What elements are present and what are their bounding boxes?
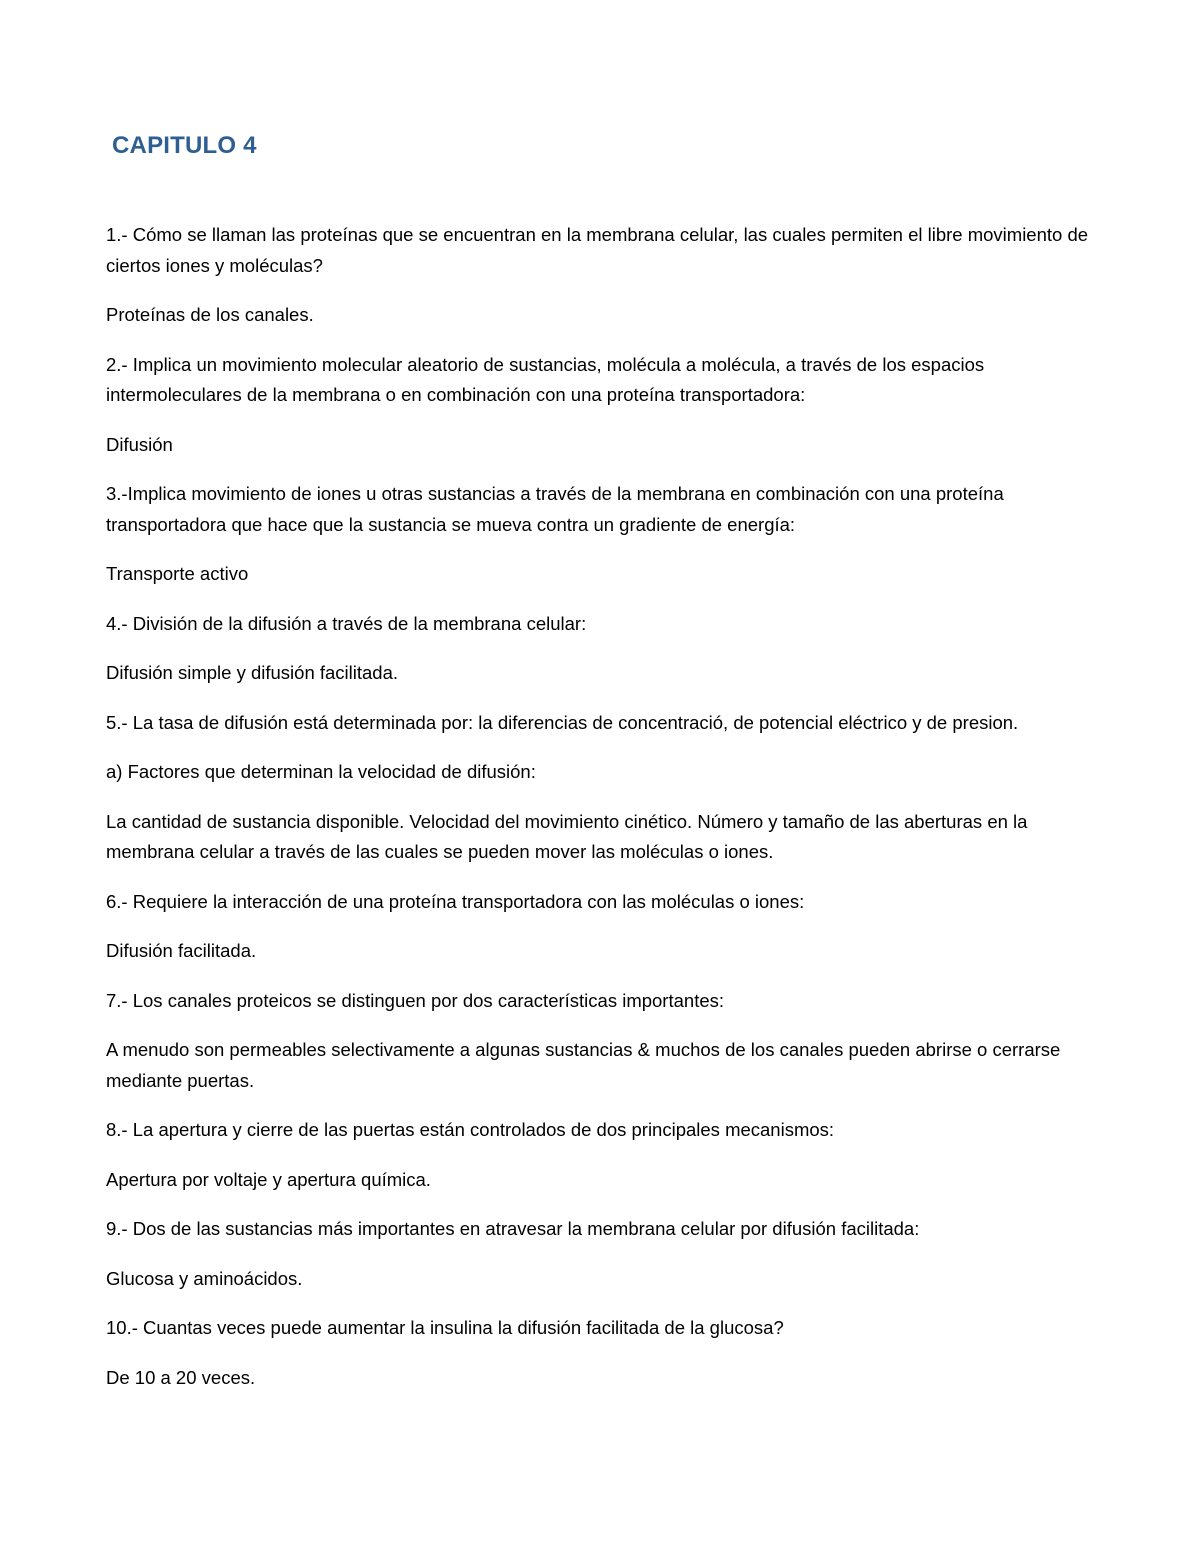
question-10: 10.- Cuantas veces puede aumentar la insulina la difusión facilitada de la glucosa? <box>106 1317 784 1338</box>
answer-2: Difusión <box>106 433 173 455</box>
chapter-heading: CAPITULO 4 <box>112 132 257 159</box>
question-5a: a) Factores que determinan la velocidad de difusión: <box>106 761 536 782</box>
question-9: 9.- Dos de las sustancias más importantes en atravesar la membrana celular por difusión facilitada: <box>106 1218 920 1239</box>
answer-1: Proteínas de los canales. <box>106 304 314 325</box>
document-body <box>106 220 1106 1412</box>
question-3: 3.-Implica movimiento de iones u otras sustancias a través de la membrana en combinación con una proteína transportadora que hace que la sustancia se mueva contra un gradiente de energía: <box>106 483 1004 535</box>
answer-8: Apertura por voltaje y apertura química. <box>106 1168 431 1190</box>
question-8: 8.- La apertura y cierre de las puertas están controlados de dos principales mecanismos: <box>106 1119 835 1140</box>
question-6: 6.- Requiere la interacción de una proteína transportadora con las moléculas o iones: <box>106 890 805 912</box>
answer-6: Difusión facilitada. <box>106 940 257 961</box>
question-1: 1.- Cómo se llaman las proteínas que se encuentran en la membrana celular, las cuales permiten el libre movimiento de ciertos iones y moléculas? <box>106 224 1089 276</box>
question-2: 2.- Implica un movimiento molecular aleatorio de sustancias, molécula a molécula, a través de los espacios intermoleculares de la membrana o en combinación con una proteína transportadora: <box>106 353 985 405</box>
question-7: 7.- Los canales proteicos se distinguen por dos características importantes: <box>106 989 725 1011</box>
answer-10: De 10 a 20 veces. <box>106 1366 256 1388</box>
answer-9: Glucosa y aminoácidos. <box>106 1267 303 1289</box>
question-4: 4.- División de la difusión a través de la membrana celular: <box>106 612 587 634</box>
answer-4: Difusión simple y difusión facilitada. <box>106 662 399 683</box>
question-5: 5.- La tasa de difusión está determinada por: la diferencias de concentració, de potencial eléctrico y de presion. <box>106 711 1019 733</box>
answer-3: Transporte activo <box>106 563 249 584</box>
answer-5a: La cantidad de sustancia disponible. Velocidad del movimiento cinético. Número y tamaño de las aberturas en la membrana celular a través de las cuales se pueden mover las moléculas o iones. <box>106 810 1028 862</box>
answer-7: A menudo son permeables selectivamente a algunas sustancias & muchos de los canales pueden abrirse o cerrarse mediante puertas. <box>106 1039 1061 1091</box>
